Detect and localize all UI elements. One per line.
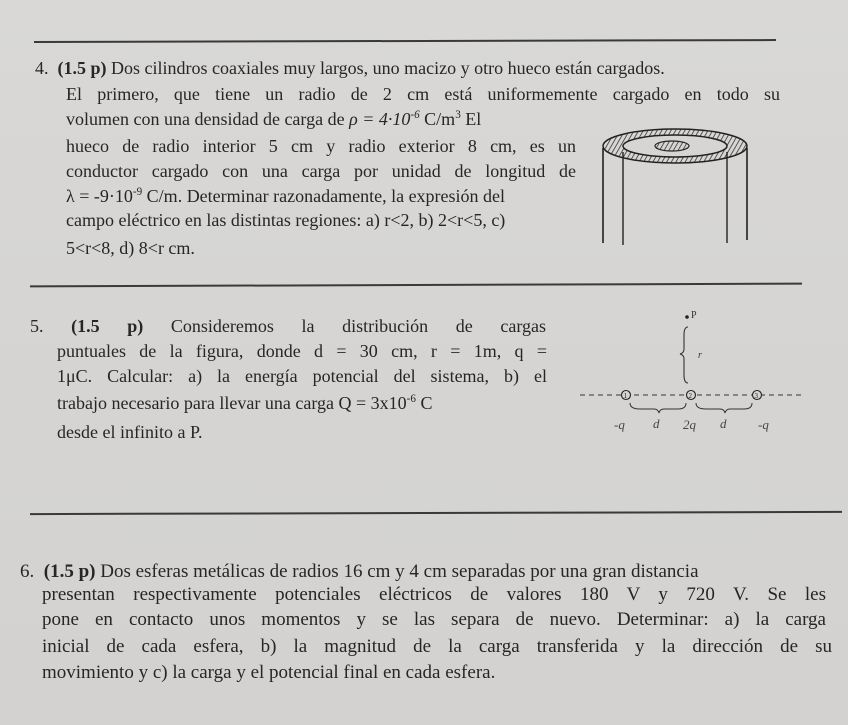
problem-5-line-3: [57, 366, 547, 387]
charge-2: [687, 391, 696, 401]
lambda-value: λ = -9·10: [66, 186, 133, 206]
problem-5-text-4: trabajo necesario para llevar una carga Q = 3x10: [57, 393, 407, 413]
problem-4-line-6: [66, 186, 505, 207]
problem-5-text-5: desde el infinito a P.: [57, 422, 203, 442]
problem-5-line-2: [57, 341, 547, 362]
r-brace: [680, 327, 688, 383]
problem-5-text-1: Consideremos la distribución de cargas: [170, 316, 547, 336]
problem-4-line-3: [66, 109, 481, 130]
problem-4-points: (1.5 p): [57, 58, 107, 78]
problem-4-text-3b: El: [460, 109, 482, 129]
problem-6-text-3: pone en contacto unos momentos y se las separa de nuevo. Determinar: a) la carga: [42, 609, 826, 630]
problem-5-line-5: [57, 422, 202, 443]
r-label: r: [698, 350, 702, 361]
problem-6-points: (1.5 p): [43, 561, 96, 582]
problem-5-text-3: 1μC. Calcular: a) la energía potencial del sistema, b) el: [57, 366, 547, 386]
problem-6-text-1: Dos esferas metálicas de radios 16 cm y 4 cm separadas por una gran distancia: [100, 561, 699, 582]
problem-4-number: 4.: [35, 58, 49, 78]
charge-1: [622, 391, 631, 401]
charge-value-1: -q: [614, 417, 625, 432]
problem-4-text-4: hueco de radio interior 5 cm y radio exterior 8 cm, es un: [66, 136, 576, 156]
problem-5-line-1: [30, 316, 546, 337]
problem-4-text-7: campo eléctrico en las distintas regiones: a) r<2, b) 2<r<5, c): [66, 210, 506, 230]
charge-value-3: -q: [758, 417, 769, 432]
divider-5-6: [30, 511, 842, 515]
problem-4-text-5: conductor cargado con una carga por unidad de longitud de: [66, 161, 576, 181]
problem-6-text-2: presentan respectivamente potenciales eléctricos de valores 180 V y 720 V. Se les: [42, 584, 826, 605]
rho-exponent: -6: [410, 109, 420, 121]
problem-4-text-8: 5<r<8, d) 8<r cm.: [66, 238, 195, 258]
problem-4-line-4: [66, 136, 576, 157]
charge-3: [753, 391, 762, 401]
problem-6-line-3: [42, 609, 826, 631]
svg-text:1: 1: [623, 392, 627, 400]
problem-4-line-2: [66, 84, 780, 105]
point-charges-figure: [580, 305, 810, 440]
problem-4-text-3: volumen con una densidad de carga de: [66, 109, 350, 129]
problem-4-text-1: Dos cilindros coaxiales muy largos, uno macizo y otro hueco están cargados.: [111, 58, 665, 78]
problem-5-number: 5.: [30, 316, 44, 336]
Q-unit: C: [415, 393, 433, 413]
problem-4-line-8: [66, 238, 195, 259]
coaxial-cylinders-figure: [590, 118, 760, 248]
problem-6-text-4: inicial de cada esfera, b) la magnitud de la carga transferida y la dirección de su: [42, 636, 832, 657]
problem-4-text-6: . Determinar razonadamente, la expresión del: [177, 186, 506, 206]
rho-unit: C/m: [419, 109, 456, 129]
top-divider: [34, 39, 776, 43]
problem-4-text-2: El primero, que tiene un radio de 2 cm está uniformemente cargado en todo su: [66, 84, 780, 104]
problem-6-line-1: [20, 561, 699, 583]
point-P-label: P: [691, 310, 697, 321]
point-P-marker: [685, 315, 689, 319]
problem-6-number: 6.: [20, 561, 35, 582]
charge-value-2: 2q: [683, 417, 696, 432]
problem-6-text-5: movimiento y c) la carga y el potencial final en cada esfera.: [42, 662, 496, 683]
svg-text:2: 2: [688, 392, 692, 400]
divider-4-5: [30, 283, 802, 288]
problem-4-line-1: [35, 58, 665, 79]
d-brace-left: [630, 403, 686, 413]
lambda-unit: C/m: [142, 186, 178, 206]
lambda-exponent: -9: [132, 186, 143, 198]
rho-value: ρ = 4·10: [349, 109, 411, 129]
problem-5-points: (1.5 p): [71, 316, 144, 336]
problem-5-line-4: [57, 393, 432, 414]
problem-6-line-4: [42, 636, 832, 658]
rho-expression: [349, 109, 420, 129]
problem-6-line-5: [42, 662, 495, 684]
svg-text:3: 3: [754, 392, 758, 400]
d-brace-right: [696, 403, 752, 413]
problem-5-text-2: puntuales de la figura, donde d = 30 cm, r = 1m, q =: [57, 341, 547, 361]
problem-4-line-7: [66, 210, 505, 231]
problem-4-line-5: [66, 161, 576, 182]
problem-6-line-2: [42, 584, 826, 606]
Q-exponent: -6: [406, 393, 416, 405]
d-label-2: d: [720, 416, 727, 431]
rho-unit-exponent: 3: [455, 109, 461, 121]
d-label-1: d: [653, 416, 660, 431]
